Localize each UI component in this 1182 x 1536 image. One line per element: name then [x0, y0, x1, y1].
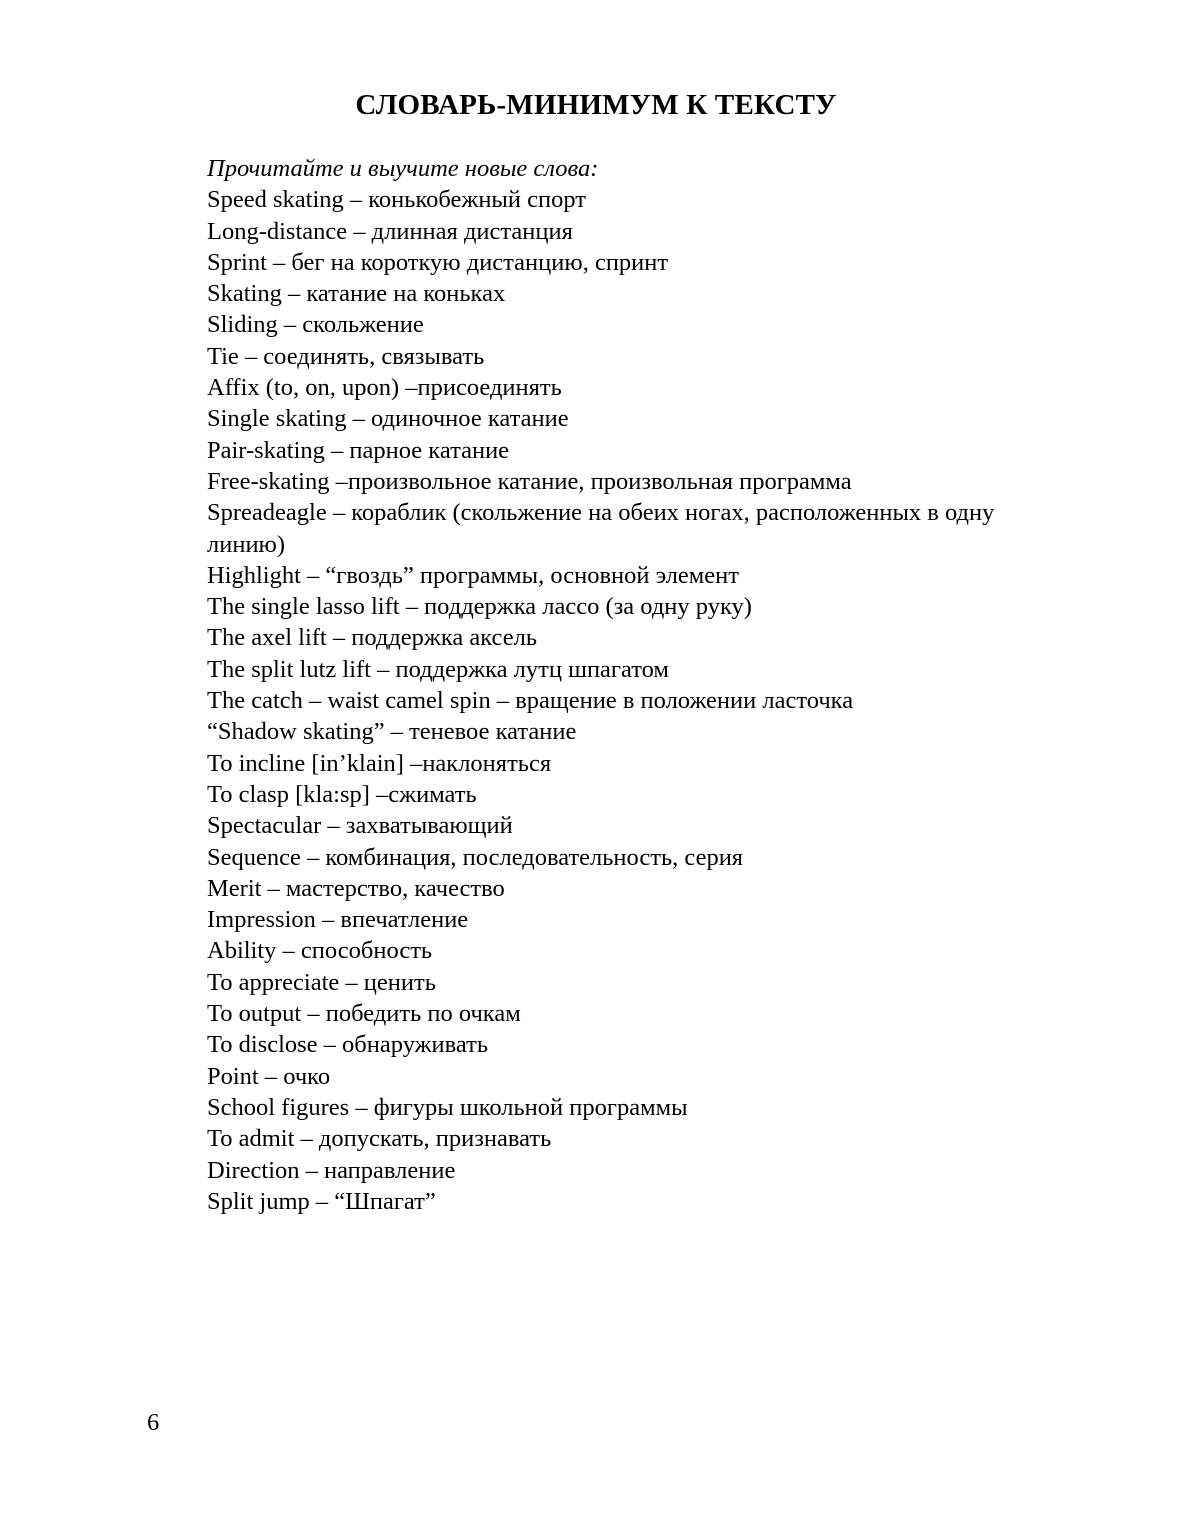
- vocabulary-entry: Long-distance – длинная дистанция: [207, 217, 573, 245]
- vocabulary-entry: To admit – допускать, признавать: [207, 1125, 552, 1153]
- vocabulary-entry: Split jump – “Шпагат”: [207, 1187, 436, 1215]
- vocabulary-list: [207, 184, 1007, 1217]
- vocabulary-entry: Merit – мастерство, качество: [207, 874, 505, 902]
- vocabulary-entry: Impression – впечатление: [207, 906, 469, 934]
- vocabulary-entry: The single lasso lift – поддержка лассо (за одну руку): [207, 593, 752, 621]
- vocabulary-entry: Direction – направление: [207, 1156, 456, 1184]
- vocabulary-entry: Skating – катание на коньках: [207, 280, 506, 308]
- vocabulary-entry: To output – победить по очкам: [207, 1000, 521, 1028]
- vocabulary-entry: Free-skating –произвольное катание, произвольная программа: [207, 467, 852, 495]
- vocabulary-entry: To incline [in’klain] –наклоняться: [207, 749, 552, 777]
- vocabulary-entry: To appreciate – ценить: [207, 968, 436, 996]
- vocabulary-entry: The catch – waist camel spin – вращение в положении ласточка: [207, 687, 854, 715]
- vocabulary-entry: Point – очко: [207, 1062, 331, 1090]
- vocabulary-entry: Spreadeagle – кораблик (скольжение на обеих ногах, расположенных в одну линию): [207, 499, 995, 558]
- vocabulary-entry: Sliding – скольжение: [207, 311, 424, 339]
- vocabulary-entry: “Shadow skating” – теневое катание: [207, 718, 577, 746]
- vocabulary-entry: Affix (to, on, upon) –присоединять: [207, 374, 562, 402]
- vocabulary-entry: Tie – соединять, связывать: [207, 342, 485, 370]
- vocabulary-entry: Spectacular – захватывающий: [207, 812, 513, 840]
- page-number: 6: [147, 1409, 160, 1436]
- vocabulary-entry: School figures – фигуры школьной программы: [207, 1093, 688, 1121]
- vocabulary-entry: Highlight – “гвоздь” программы, основной элемент: [207, 561, 740, 589]
- vocabulary-entry: Speed skating – конькобежный спорт: [207, 186, 586, 214]
- page-title: СЛОВАРЬ-МИНИМУМ К ТЕКСТУ: [355, 89, 837, 121]
- vocabulary-entry: The split lutz lift – поддержка лутц шпагатом: [207, 655, 669, 683]
- vocabulary-section: [207, 153, 1007, 1217]
- vocabulary-entry: To clasp [kla:sp] –сжимать: [207, 780, 477, 808]
- vocabulary-entry: Sprint – бег на короткую дистанцию, спринт: [207, 248, 669, 276]
- vocabulary-entry: Ability – способность: [207, 937, 433, 965]
- vocabulary-entry: Sequence – комбинация, последовательность, серия: [207, 843, 744, 871]
- vocabulary-entry: Single skating – одиночное катание: [207, 405, 569, 433]
- vocabulary-entry: To disclose – обнаруживать: [207, 1031, 489, 1059]
- intro-instruction: Прочитайте и выучите новые слова:: [207, 155, 599, 182]
- vocabulary-entry: The axel lift – поддержка аксель: [207, 624, 538, 652]
- vocabulary-entry: Pair-skating – парное катание: [207, 436, 510, 464]
